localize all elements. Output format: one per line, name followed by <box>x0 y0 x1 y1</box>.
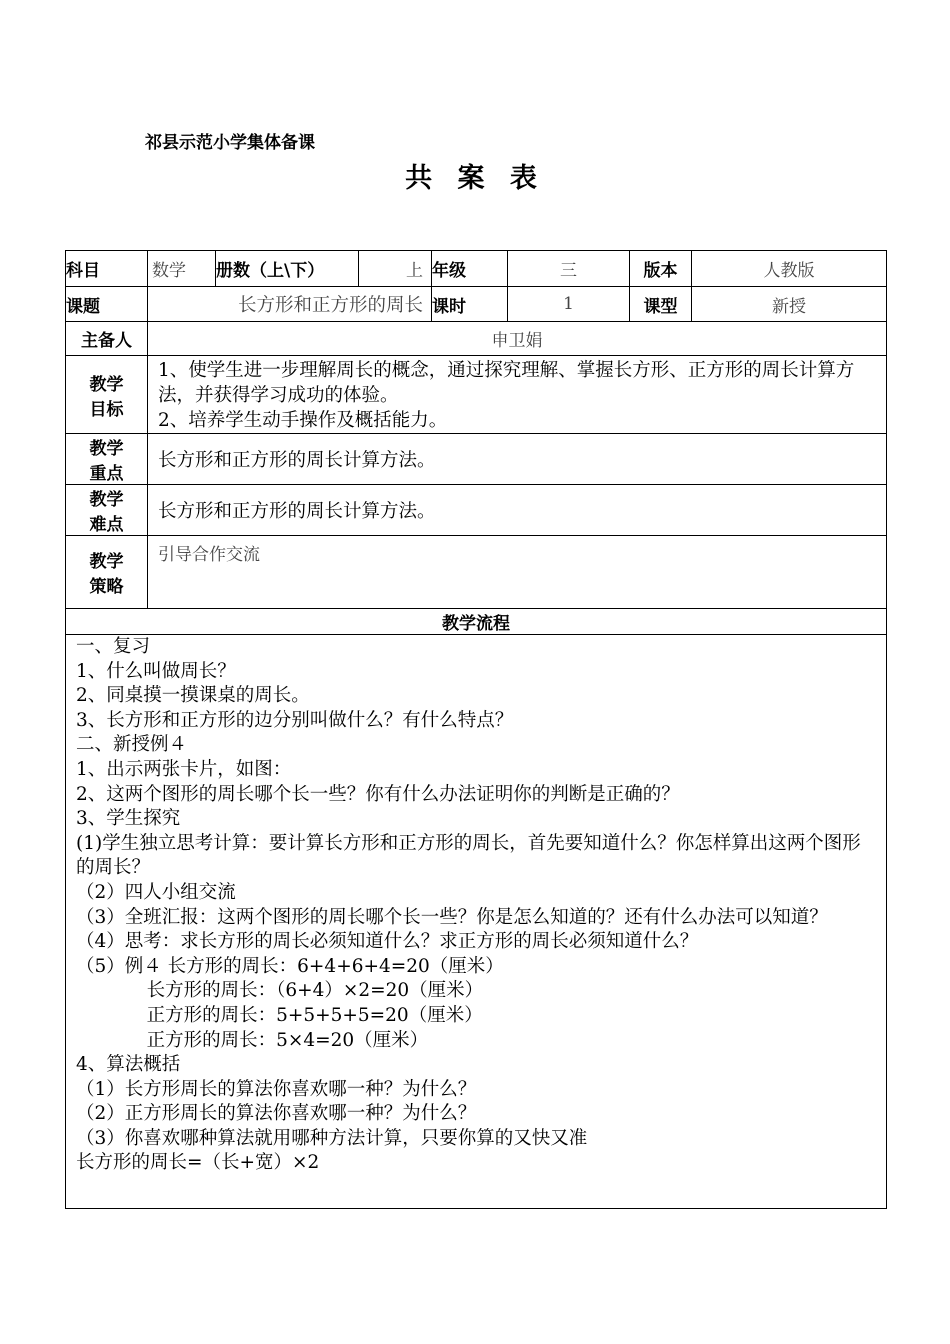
flow-line: （3）你喜欢哪种算法就用哪种方法计算，只要你算的又快又准 <box>76 1127 588 1149</box>
preparer-value: 申卫娟 <box>148 322 887 356</box>
topic-label: 课题 <box>66 287 148 322</box>
edition-value: 人教版 <box>692 251 887 287</box>
row-strategy <box>66 536 887 609</box>
row-goals <box>66 356 887 434</box>
hours-label: 课时 <box>432 287 508 322</box>
hours-value: 1 <box>508 287 630 322</box>
row-flow-header <box>66 609 887 635</box>
strategy-label <box>66 536 148 609</box>
flow-line: 2、同桌摸一摸课桌的周长。 <box>76 685 310 707</box>
strategy-label-1: 教学 <box>89 552 124 572</box>
flow-line: （2）正方形周长的算法你喜欢哪一种？为什么？ <box>76 1103 477 1125</box>
row-preparer <box>66 322 887 356</box>
flow-line: 1、什么叫做周长？ <box>76 660 236 682</box>
row-difficulty <box>66 485 887 536</box>
document-title: 共 案 表 <box>405 163 545 194</box>
row-focus <box>66 434 887 485</box>
grade-value: 三 <box>508 251 630 287</box>
focus-label-1: 教学 <box>89 439 124 459</box>
school-name: 祁县示范小学集体备课 <box>145 133 315 153</box>
type-label: 课型 <box>630 287 692 322</box>
grade-label: 年级 <box>432 251 508 287</box>
difficulty-label <box>66 485 148 536</box>
goals-label <box>66 356 148 434</box>
goals-value <box>148 356 887 434</box>
flow-line: 正方形的周长：5+5+5+5=20（厘米） <box>76 1004 483 1026</box>
focus-value: 长方形和正方形的周长计算方法。 <box>148 434 887 485</box>
flow-line: 2、这两个图形的周长哪个长一些？你有什么办法证明你的判断是正确的？ <box>76 783 680 805</box>
subject-value: 数学 <box>148 251 216 287</box>
subject-label: 科目 <box>66 251 148 287</box>
difficulty-label-1: 教学 <box>89 490 124 510</box>
flow-line: （3）全班汇报：这两个图形的周长哪个长一些？你是怎么知道的？还有什么办法可以知道？ <box>76 906 828 928</box>
difficulty-label-2: 难点 <box>89 515 124 535</box>
flow-line: （2）四人小组交流 <box>76 881 236 903</box>
row-topic <box>66 287 887 322</box>
flow-line: 4、算法概括 <box>76 1054 181 1076</box>
strategy-value: 引导合作交流 <box>148 536 887 609</box>
focus-label <box>66 434 148 485</box>
preparer-label: 主备人 <box>66 322 148 356</box>
strategy-label-2: 策略 <box>89 577 124 597</box>
flow-line: 一、复习 <box>76 636 151 657</box>
flow-line: 长方形的周长：（6+4）×2=20（厘米） <box>76 980 484 1002</box>
flow-line: 3、学生探究 <box>76 808 181 830</box>
flow-line: （1）长方形周长的算法你喜欢哪一种？为什么？ <box>76 1078 477 1100</box>
volume-label: 册数（上\下） <box>216 251 359 287</box>
flow-line: （5）例４ 长方形的周长：6+4+6+4=20（厘米） <box>76 955 504 977</box>
flow-content <box>66 635 887 1209</box>
flow-lines <box>76 635 878 1176</box>
row-flow <box>66 635 887 1209</box>
goals-label-1: 教学 <box>89 374 124 395</box>
flow-line: 正方形的周长：5×4=20（厘米） <box>76 1029 429 1051</box>
goals-line-2: 2、培养学生动手操作及概括能力。 <box>158 410 448 431</box>
flow-line: 3、长方形和正方形的边分别叫做什么？有什么特点？ <box>76 709 514 731</box>
goals-line-1: 1、使学生进一步理解周长的概念，通过探究理解、掌握长方形、正方形的周长计算方法，并获得学习成功的体验。 <box>158 360 855 406</box>
type-value: 新授 <box>692 287 887 322</box>
flow-line: 长方形的周长=（长+宽）×2 <box>76 1152 320 1174</box>
goals-label-2: 目标 <box>89 399 124 420</box>
flow-line: （4）思考：求长方形的周长必须知道什么？求正方形的周长必须知道什么？ <box>76 931 699 953</box>
flow-line: 1、出示两张卡片，如图： <box>76 758 292 780</box>
topic-value: 长方形和正方形的周长 <box>148 287 432 322</box>
volume-value: 上 <box>359 251 432 287</box>
flow-header: 教学流程 <box>66 609 887 635</box>
edition-label: 版本 <box>630 251 692 287</box>
flow-line: (1)学生独立思考计算：要计算长方形和正方形的周长，首先要知道什么？你怎样算出这两个图形的周长？ <box>76 832 861 879</box>
flow-line: 二、新授例４ <box>76 734 188 756</box>
focus-label-2: 重点 <box>89 464 124 484</box>
difficulty-value: 长方形和正方形的周长计算方法。 <box>148 485 887 536</box>
lesson-plan-table <box>65 250 887 1209</box>
row-subject <box>66 251 887 287</box>
